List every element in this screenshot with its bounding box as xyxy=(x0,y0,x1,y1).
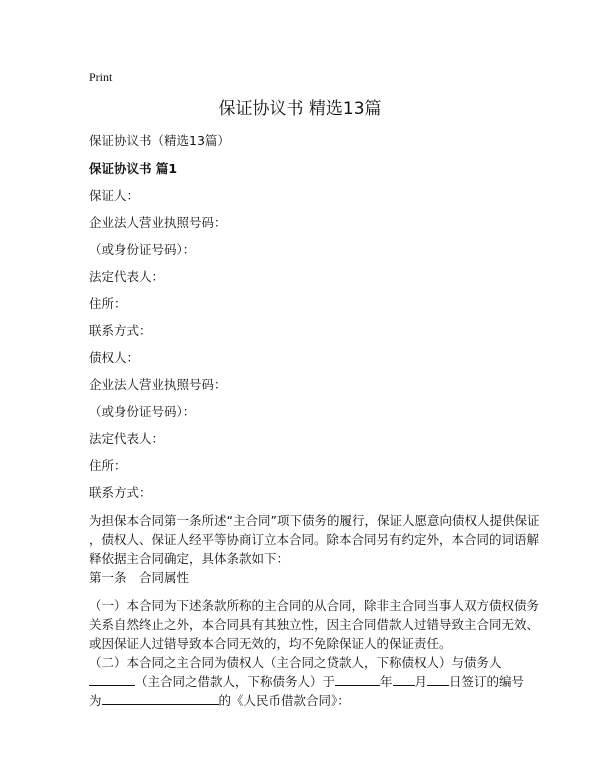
text-fragment: 为 xyxy=(89,693,102,708)
text-line: 或因保证人过错导致本合同无效的，均不免除保证人的保证责任。 xyxy=(89,636,452,651)
text-fragment: 日签订的编号 xyxy=(449,674,525,689)
text-line: 为担保本合同第一条所述“主合同”项下债务的履行，保证人愿意向债权人提供保证 xyxy=(89,513,540,528)
text-fragment: 的《人民币借款合同》： xyxy=(218,693,350,708)
field-label: 住所： xyxy=(89,458,127,473)
text-line: （二）本合同之主合同为债权人（主合同之贷款人，下称债权人）与债务人 xyxy=(89,655,502,670)
text-line: （一）本合同为下述条款所称的主合同的从合同，除非主合同当事人双方债权债务 xyxy=(89,598,540,613)
field-label: 法定代表人： xyxy=(89,269,165,284)
intro-paragraph xyxy=(89,511,540,568)
text-fragment: 年 xyxy=(380,674,393,689)
text-fragment: 月 xyxy=(414,674,428,689)
clause-2 xyxy=(89,653,529,710)
blank-field xyxy=(427,672,449,686)
field-label: 法定代表人： xyxy=(89,431,165,446)
field-label: （或身份证号码）： xyxy=(89,404,196,419)
article-heading: 第一条 合同属性 xyxy=(89,570,190,585)
print-link[interactable]: Print xyxy=(89,70,113,84)
field-label: 企业法人营业执照号码： xyxy=(89,377,227,392)
clause-1 xyxy=(89,596,540,653)
text-fragment: （主合同之借款人，下称债务人）于 xyxy=(135,674,336,689)
field-label: （或身份证号码）： xyxy=(89,242,196,257)
text-line: ，债权人、保证人经平等协商订立本合同。除本合同另有约定外，本合同的词语解 xyxy=(89,532,540,547)
subtitle: 保证协议书（精选13篇） xyxy=(89,133,230,148)
text-line: 释依据主合同确定，具体条款如下： xyxy=(89,551,290,566)
field-label: 联系方式： xyxy=(89,485,152,500)
field-label: 企业法人营业执照号码： xyxy=(89,215,227,230)
field-label: 保证人： xyxy=(89,188,140,203)
field-label: 住所： xyxy=(89,296,127,311)
section-heading: 保证协议书 篇1 xyxy=(89,161,178,176)
text-line: 关系自然终止之外，本合同具有其独立性，因主合同借款人过错导致主合同无效、 xyxy=(89,617,540,632)
field-label: 联系方式： xyxy=(89,323,152,338)
blank-field xyxy=(89,672,135,686)
field-label: 债权人： xyxy=(89,350,140,365)
blank-field xyxy=(393,672,415,686)
page-title: 保证协议书 精选13篇 xyxy=(218,99,382,119)
blank-field xyxy=(102,691,219,705)
blank-field xyxy=(335,672,380,686)
